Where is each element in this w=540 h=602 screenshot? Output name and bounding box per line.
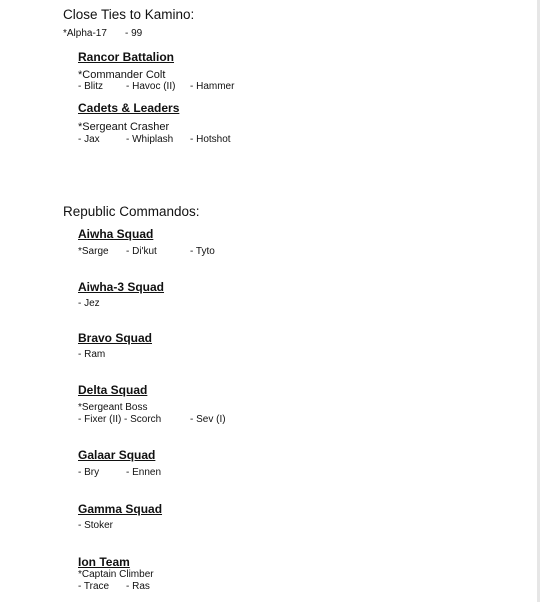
squad-title-delta: Delta Squad	[78, 383, 148, 397]
squad-member: - Havoc (II)	[126, 81, 176, 92]
squad-member: - Trace	[78, 581, 110, 592]
squad-title-ion-team: Ion Team	[78, 555, 130, 569]
squad-member: - Sev (I)	[190, 414, 226, 425]
squad-title-rancor-battalion: Rancor Battalion	[78, 50, 175, 64]
squad-title-cadets-leaders: Cadets & Leaders	[78, 101, 180, 115]
squad-title-aiwha-3: Aiwha-3 Squad	[78, 280, 165, 294]
squad-member: - Stoker	[78, 520, 114, 531]
squad-member: - Ennen	[126, 467, 162, 478]
squad-member: - Hotshot	[190, 134, 231, 145]
squad-member: - Scorch	[124, 414, 162, 425]
squad-member: - Tyto	[190, 246, 215, 257]
squad-title-gamma: Gamma Squad	[78, 502, 163, 516]
squad-member: - Blitz	[78, 81, 103, 92]
section-heading-kamino: Close Ties to Kamino:	[63, 7, 195, 22]
squad-leader: *Captain Climber	[78, 569, 154, 580]
squad-member: - Hammer	[190, 81, 235, 92]
squad-member: - Di'kut	[126, 246, 157, 257]
squad-member: - Fixer (II)	[78, 414, 122, 425]
squad-member: - Bry	[78, 467, 100, 478]
kamino-entry: *Alpha-17	[63, 28, 107, 39]
squad-title-aiwha: Aiwha Squad	[78, 227, 154, 241]
squad-member: - Jez	[78, 298, 100, 309]
kamino-entry: - 99	[125, 28, 143, 39]
squad-title-bravo: Bravo Squad	[78, 331, 153, 345]
squad-member: - Jax	[78, 134, 100, 145]
squad-member: - Whiplash	[126, 134, 174, 145]
squad-leader: *Sergeant Crasher	[78, 121, 170, 133]
squad-member: *Sarge	[78, 246, 109, 257]
squad-leader: *Sergeant Boss	[78, 402, 148, 413]
squad-title-galaar: Galaar Squad	[78, 448, 156, 462]
squad-member: - Ram	[78, 349, 106, 360]
squad-leader: *Commander Colt	[78, 69, 166, 81]
section-heading-commandos: Republic Commandos:	[63, 204, 200, 219]
squad-member: - Ras	[126, 581, 150, 592]
